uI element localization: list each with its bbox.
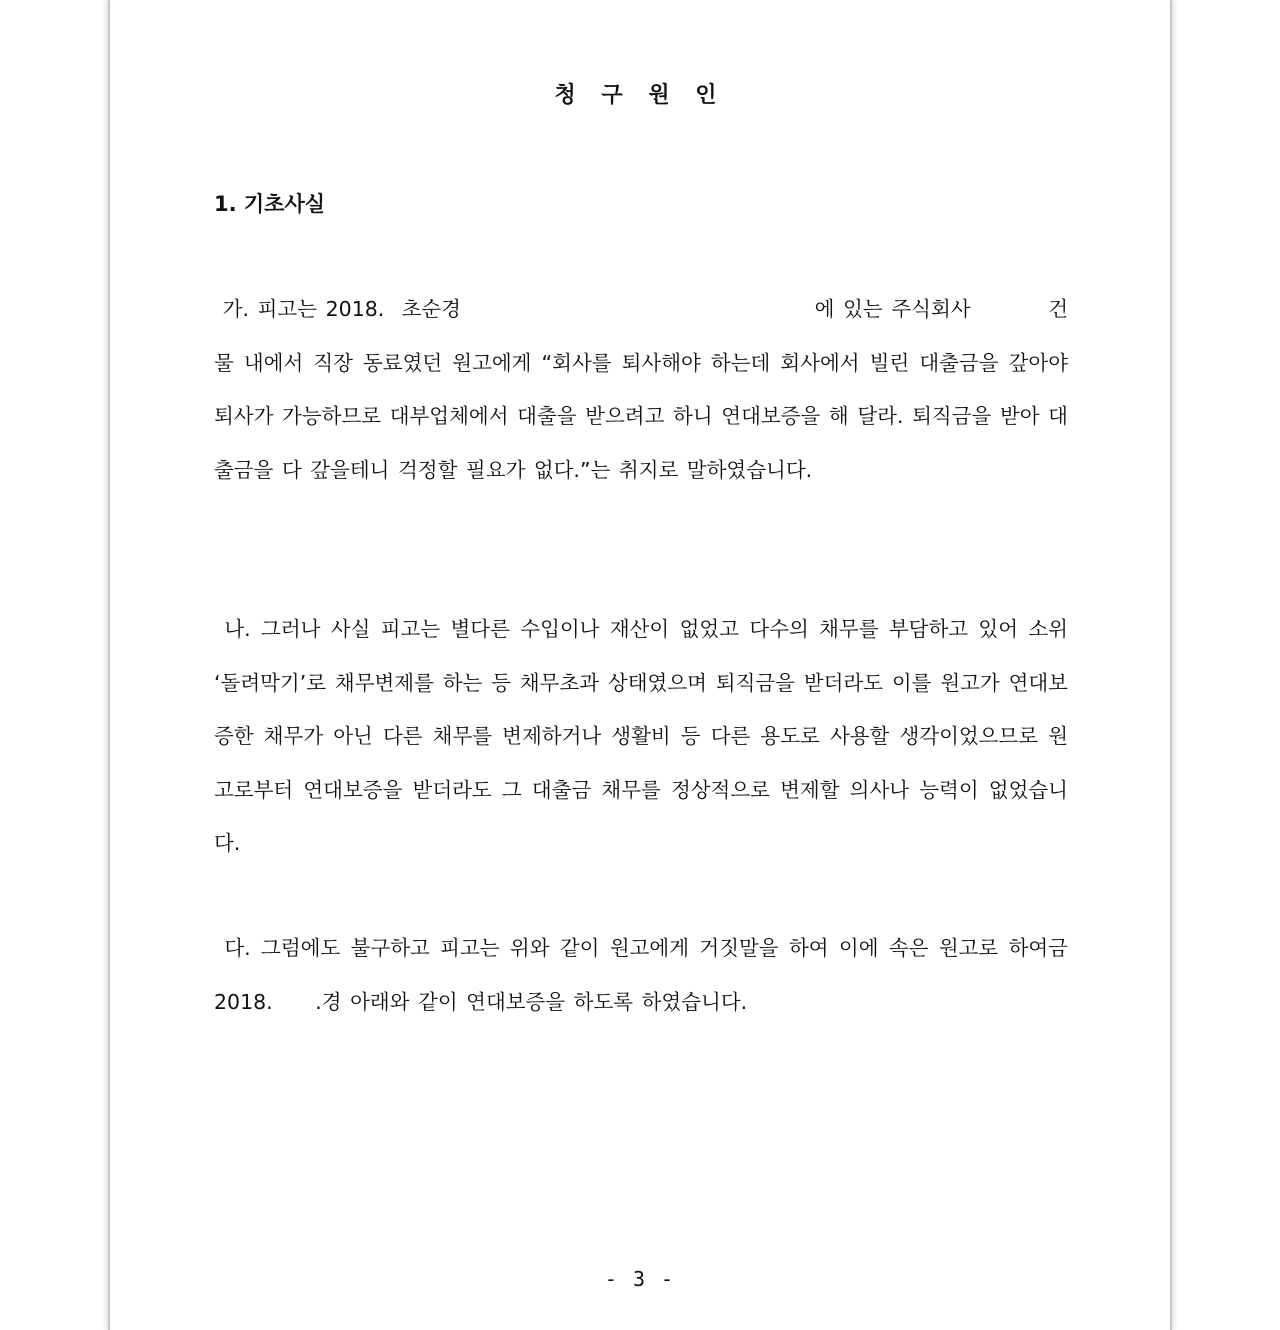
section-heading: 1. 기초사실 xyxy=(214,192,326,216)
document-page xyxy=(108,0,1172,1330)
page-number: - 3 - xyxy=(604,1267,676,1291)
document-title: 청 구 원 인 xyxy=(554,83,726,108)
paragraph-da: 다. 그럼에도 불구하고 피고는 위와 같이 원고에게 거짓말을 하여 이에 속은 원고로 하여금 2018. .경 아래와 같이 연대보증을 하도록 하였습니다. xyxy=(214,936,1077,1014)
paragraph-ga: 가. 피고는 2018. 초순경 에 있는 주식회사 건물 내에서 직장 동료였던 원고에게 “회사를 퇴사해야 하는데 회사에서 빌린 대출금을 갚아야 퇴사가 가능하므로 대부업체에서 대출을 받으려고 하니 연대보증을 해 달라. 퇴직금을 받아 대출금을 다 갚을테니 걱정할 필요가 없다.”는 취지로 말하였습니다. xyxy=(214,297,1077,482)
paragraph-na: 나. 그러나 사실 피고는 별다른 수입이나 재산이 없었고 다수의 채무를 부담하고 있어 소위 ‘돌려막기’로 채무변제를 하는 등 채무초과 상태였으며 퇴직금을 받더라도 이를 원고가 연대보증한 채무가 아닌 다른 채무를 변제하거나 생활비 등 다른 용도로 사용할 생각이었으므로 원고로부터 연대보증을 받더라도 그 대출금 채무를 정상적으로 변제할 의사나 능력이 없었습니다. xyxy=(214,617,1077,855)
